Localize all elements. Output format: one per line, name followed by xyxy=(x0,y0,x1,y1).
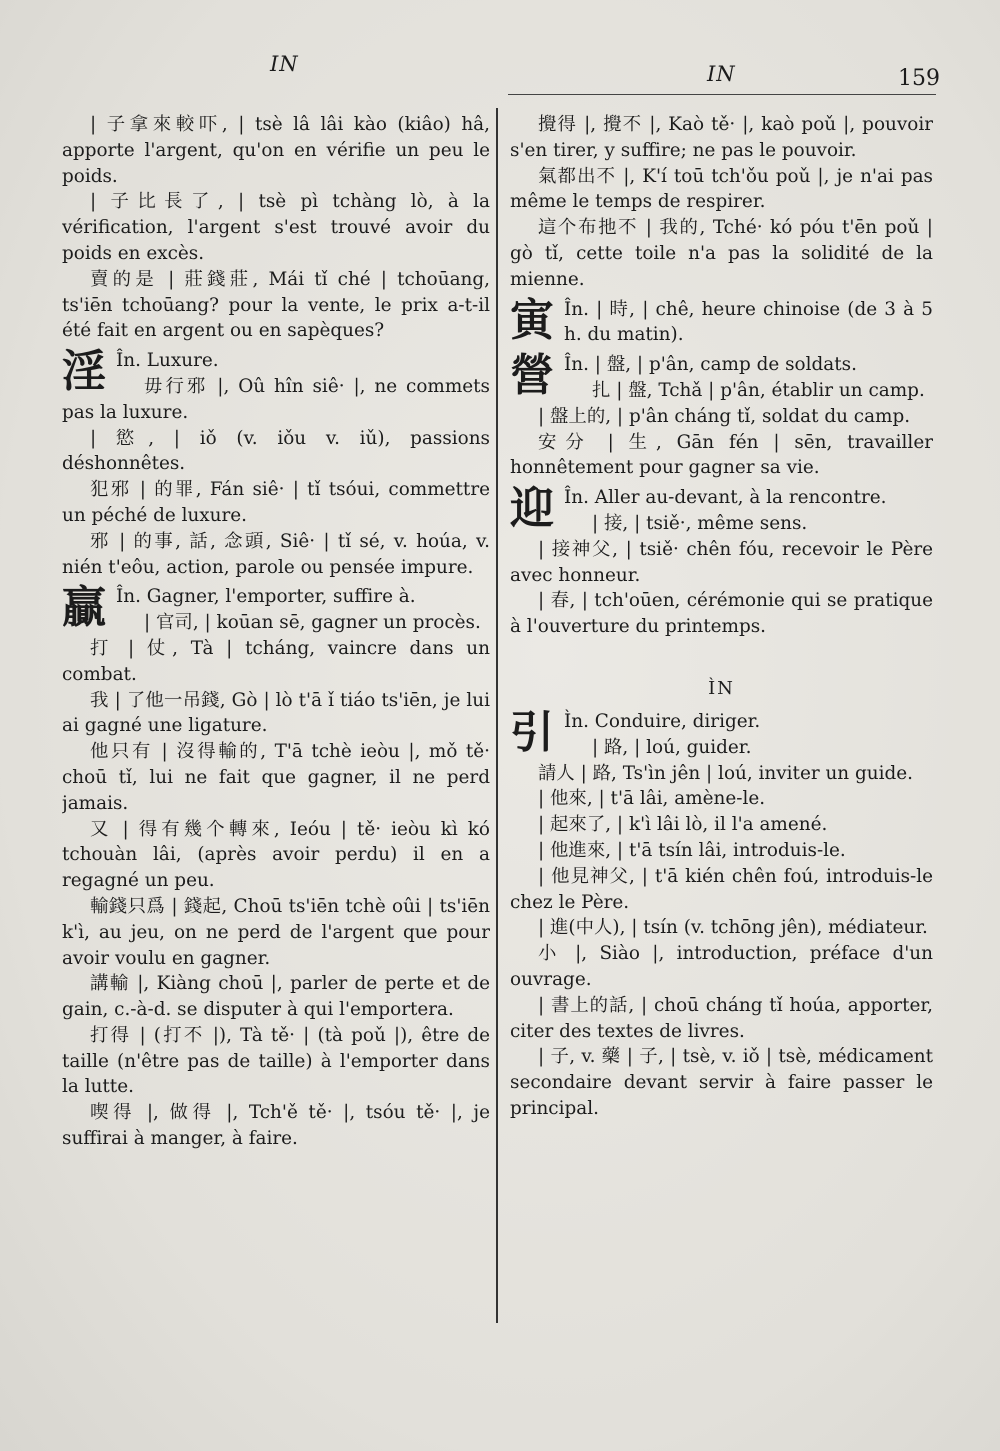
entry-text: 請人 | 路, Ts'ìn jên | loú, inviter un guide. xyxy=(538,762,913,784)
entry-text: 打 | 仗, Tà | tcháng, vaincre dans un combat. xyxy=(62,637,490,685)
entry-text: | 進(中人), | tsín (v. tchōng jên), médiateur. xyxy=(538,917,928,939)
entry-text: 又 | 得有幾个轉來, Ieóu | tě· ieòu kì kó tchouàn lâi, (après avoir perdu) il en a regagné un peu. xyxy=(62,818,490,892)
dictionary-entry xyxy=(62,739,490,816)
dictionary-entry xyxy=(510,786,933,812)
dictionary-entry xyxy=(62,189,490,266)
headword-character: 迎 xyxy=(510,483,554,535)
entry-text: | 接, | tsiě·, même sens. xyxy=(592,512,808,534)
dictionary-entry xyxy=(62,688,490,740)
dictionary-entry xyxy=(510,941,933,993)
entry-text: 邪 | 的事, 話, 念頭, Siê· | tǐ sé, v. hoúa, v. nién t'eôu, action, parole ou pensée impure. xyxy=(62,530,490,578)
dictionary-entry xyxy=(510,1044,933,1121)
column-divider xyxy=(496,108,498,1323)
entry-text: În. Gagner, l'emporter, suffire à. xyxy=(116,586,416,608)
entry-text: 喫得 |, 做得 |, Tch'ě tě· |, tsóu tě· |, je suffirai à manger, à faire. xyxy=(62,1102,490,1150)
left-column xyxy=(62,112,490,1330)
dictionary-entry xyxy=(510,812,933,838)
entry-text: | 子比長了, | tsè pì tchàng lò, à la vérification, l'argent s'est trouvé avoir du poids en excès. xyxy=(62,191,490,264)
dictionary-entry xyxy=(62,374,490,426)
entry-text: În. | 時, | chê, heure chinoise (de 3 à 5 h. du matin). xyxy=(564,298,933,346)
entry-text: | 春, | tch'oūen, cérémonie qui se pratique à l'ouverture du printemps. xyxy=(510,590,933,638)
header-rule xyxy=(508,94,936,95)
headword-character: 寅 xyxy=(510,294,554,346)
entry-text: | 子, v. 藥 | 子, | tsè, v. iǒ | tsè, médicament secondaire devant servir à faire passer le principal. xyxy=(510,1046,933,1119)
dictionary-entry xyxy=(62,971,490,1023)
dictionary-entry xyxy=(62,636,490,688)
dictionary-entry xyxy=(510,112,933,164)
dictionary-entry xyxy=(510,588,933,640)
entry-text: 我 | 了他一吊錢, Gò | lò t'ā ǐ tiáo ts'iēn, je lui ai gagné une ligature. xyxy=(62,689,490,737)
entry-text: 氣都出不 |, K'í toū tch'ǒu poǔ |, je n'ai pas même le temps de respirer. xyxy=(510,165,933,213)
right-column xyxy=(510,112,933,1330)
headword-character: 引 xyxy=(510,706,554,758)
entry-text: | 慾, | iǒ (v. iǒu v. iǔ), passions déshonnêtes. xyxy=(62,427,490,475)
headword-entry xyxy=(510,294,933,349)
dictionary-entry xyxy=(510,164,933,216)
entry-text: 小 |, Siào |, introduction, préface d'un ouvrage. xyxy=(510,943,933,990)
dictionary-entry xyxy=(510,215,933,292)
dictionary-entry xyxy=(62,1100,490,1152)
headword-character: 營 xyxy=(510,350,554,402)
entry-text: | 接神父, | tsiě· chên fóu, recevoir le Père avec honneur. xyxy=(510,538,933,586)
entry-text: 講輸 |, Kiàng choū |, parler de perte et de gain, c.-à-d. se disputer à qui l'emportera. xyxy=(62,973,490,1021)
entry-text: | 子拿來較吓, | tsè lâ lâi kào (kiâo) hâ, apporte l'argent, qu'on en vérifie un peu le poids. xyxy=(62,114,490,187)
entry-text: | 書上的話, | choū cháng tǐ hoúa, apporter, citer des textes de livres. xyxy=(510,994,933,1042)
entry-text: În. | 盤, | p'ân, camp de soldats. xyxy=(564,354,857,376)
dictionary-entry xyxy=(510,993,933,1045)
dictionary-entry xyxy=(510,537,933,589)
dictionary-entry xyxy=(62,112,490,189)
dictionary-entry xyxy=(62,1023,490,1100)
dictionary-entry xyxy=(62,267,490,344)
dictionary-entry xyxy=(510,761,933,787)
dictionary-entry xyxy=(510,404,933,430)
dictionary-entry xyxy=(510,735,933,761)
running-head-left: IN xyxy=(270,52,299,76)
headword-character: 淫 xyxy=(62,346,106,398)
entry-text: În. Aller au-devant, à la rencontre. xyxy=(564,487,887,509)
entry-text: 打得 | (打不 |), Tà tě· | (tà poǔ |), être de taille (n'être pas de taille) à l'emporter dans la lutte. xyxy=(62,1024,490,1098)
headword-character: 贏 xyxy=(62,582,106,634)
entry-text: 攪得 |, 攪不 |, Kaò tě· |, kaò poǔ |, pouvoir s'en tirer, y suffire; ne pas le pouvoir. xyxy=(510,114,933,161)
dictionary-entry xyxy=(510,915,933,941)
entry-text: În. Luxure. xyxy=(116,350,219,372)
section-heading: ÌN xyxy=(708,677,735,699)
entry-text: 扎 | 盤, Tchǎ | p'ân, établir un camp. xyxy=(592,379,925,401)
dictionary-entry xyxy=(510,838,933,864)
entry-text: 安分 | 生, Gān fén | sēn, travailler honnêtement pour gagner sa vie. xyxy=(510,431,933,479)
dictionary-entry xyxy=(62,426,490,478)
dictionary-entry xyxy=(62,529,490,581)
dictionary-entry xyxy=(510,430,933,482)
entry-text: | 他來, | t'ā lâi, amène-le. xyxy=(538,788,766,810)
entry-text: | 起來了, | k'ì lâi lò, il l'a amené. xyxy=(538,814,828,836)
entry-text: 毋行邪 |, Oû hîn siê· |, ne commets pas la luxure. xyxy=(62,375,490,423)
dictionary-entry xyxy=(510,511,933,537)
entry-text: 這个布扡不 | 我的, Tché· kó póu t'ēn poǔ | gò tǐ, cette toile n'a pas la solidité de la mienne. xyxy=(510,217,933,290)
dictionary-entry xyxy=(510,378,933,404)
entry-text: | 路, | loú, guider. xyxy=(592,736,752,758)
entry-text: | 他進來, | t'ā tsín lâi, introduis-le. xyxy=(538,839,846,861)
dictionary-entry xyxy=(510,864,933,916)
entry-text: 賣的是 | 莊錢莊, Mái tǐ ché | tchoūang, ts'iēn tchoūang? pour la vente, le prix a-t-il été fait en argent ou en sapèques? xyxy=(62,268,490,342)
entry-text: | 盤上的, | p'ân cháng tǐ, soldat du camp. xyxy=(538,405,911,427)
entry-text: 他只有 | 沒得輸的, T'ā tchè ieòu |, mǒ tě· choū tǐ, lui ne fait que gagner, il ne perd jamais. xyxy=(62,741,490,814)
page-number: 159 xyxy=(898,66,940,91)
headword-entry xyxy=(62,346,490,398)
dictionary-entry xyxy=(62,894,490,971)
entry-text: | 他見神父, | t'ā kién chên foú, introduis-le chez le Père. xyxy=(510,865,933,913)
dictionary-entry xyxy=(62,477,490,529)
entry-text: | 官司, | koūan sē, gagner un procès. xyxy=(144,612,481,634)
dictionary-entry xyxy=(62,817,490,894)
entry-text: Ìn. Conduire, diriger. xyxy=(564,710,761,732)
entry-text: 犯邪 | 的罪, Fán siê· | tǐ tsóui, commettre un péché de luxure. xyxy=(62,479,490,526)
entry-text: 輸錢只爲 | 錢起, Choū ts'iēn tchè oûi | ts'iēn k'ì, au jeu, on ne perd de l'argent que pour avoir voulu en gagner. xyxy=(62,895,490,969)
running-head-right: IN xyxy=(707,62,736,86)
dictionary-entry xyxy=(62,610,490,636)
